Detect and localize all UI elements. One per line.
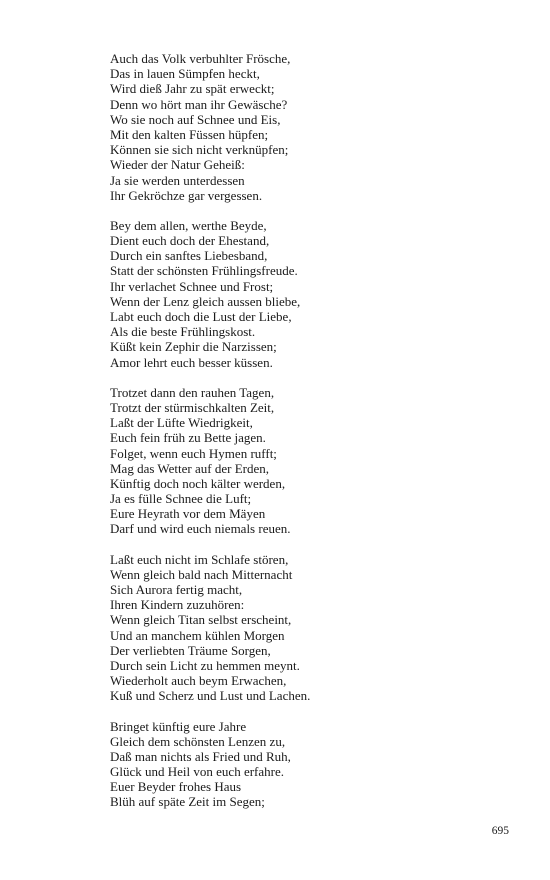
verse-line: Amor lehrt euch besser küssen. (110, 354, 273, 370)
stanza-2 (110, 218, 510, 370)
stanza-1 (110, 51, 510, 203)
verse-line: Küßt kein Zephir die Narzissen; (110, 339, 277, 355)
verse-line: Bey dem allen, werthe Beyde, (110, 217, 267, 233)
verse-line: Und an manchem kühlen Morgen (110, 627, 285, 643)
verse-line: Glück und Heil von euch erfahre. (110, 764, 284, 780)
verse-line: Durch ein sanftes Liebesband, (110, 248, 268, 264)
verse-line: Trotzt der stürmischkalten Zeit, (110, 399, 275, 415)
verse-line: Daß man nichts als Fried und Ruh, (110, 748, 291, 764)
verse-line: Euer Beyder frohes Haus (110, 779, 242, 795)
verse-line: Durch sein Licht zu hemmen meynt. (110, 657, 300, 673)
verse-line: Künftig doch noch kälter werden, (110, 475, 286, 491)
page-number: 695 (491, 825, 509, 837)
verse-line: Blüh auf späte Zeit im Segen; (110, 794, 265, 810)
verse-line: Wiederholt auch beym Erwachen, (110, 673, 287, 689)
verse-line: Eure Heyrath vor dem Mäyen (110, 506, 266, 522)
verse-line: Labt euch doch die Lust der Liebe, (110, 309, 292, 324)
verse-line: Wenn der Lenz gleich aussen bliebe, (110, 293, 301, 309)
verse-line: Mag das Wetter auf der Erden, (110, 460, 269, 476)
verse-line: Wird dieß Jahr zu spät erweckt; (110, 81, 275, 97)
verse-line: Dient euch doch der Ehestand, (110, 233, 270, 249)
verse-line: Können sie sich nicht verknüpfen; (110, 142, 289, 158)
verse-line: Denn wo hört man ihr Gewäsche? (110, 96, 288, 112)
verse-line: Der verliebten Träume Sorgen, (110, 642, 271, 658)
verse-line: Als die beste Frühlingskost. (110, 324, 256, 340)
verse-line: Kuß und Scherz und Lust und Lachen. (110, 688, 311, 704)
stanza-5 (110, 719, 510, 810)
verse-line: Ja es fülle Schnee die Luft; (110, 491, 252, 507)
verse-line: Wo sie noch auf Schnee und Eis, (110, 111, 281, 127)
verse-line: Laßt euch nicht im Schlafe stören, (110, 551, 289, 567)
verse-line: Gleich dem schönsten Lenzen zu, (110, 733, 286, 749)
verse-line: Wieder der Natur Geheiß: (110, 157, 245, 173)
verse-line: Ihr verlachet Schnee und Frost; (110, 278, 274, 294)
verse-line: Mit den kalten Füssen hüpfen; (110, 126, 269, 142)
verse-line: Darf und wird euch niemals reuen. (110, 521, 291, 537)
verse-line: Das in lauen Sümpfen heckt, (110, 66, 260, 82)
verse-line: Sich Aurora fertig macht, (110, 582, 243, 597)
verse-line: Euch fein früh zu Bette jagen. (110, 430, 266, 446)
verse-line: Ihr Gekröchze gar vergessen. (110, 187, 263, 203)
verse-line: Trotzet dann den rauhen Tagen, (110, 384, 275, 400)
stanza-4 (110, 552, 510, 704)
stanza-3 (110, 385, 510, 537)
poem-text (110, 51, 510, 825)
verse-line: Auch das Volk verbuhlter Frösche, (110, 51, 291, 66)
verse-line: Folget, wenn euch Hymen rufft; (110, 445, 277, 461)
verse-line: Bringet künftig eure Jahre (110, 718, 247, 734)
verse-line: Ja sie werden unterdessen (110, 172, 245, 188)
verse-line: Wenn gleich Titan selbst erscheint, (110, 612, 292, 628)
verse-line: Ihren Kindern zuzuhören: (110, 597, 245, 613)
verse-line: Statt der schönsten Frühlingsfreude. (110, 263, 298, 279)
verse-line: Wenn gleich bald nach Mitternacht (110, 566, 293, 582)
verse-line: Laßt der Lüfte Wiedrigkeit, (110, 415, 253, 431)
